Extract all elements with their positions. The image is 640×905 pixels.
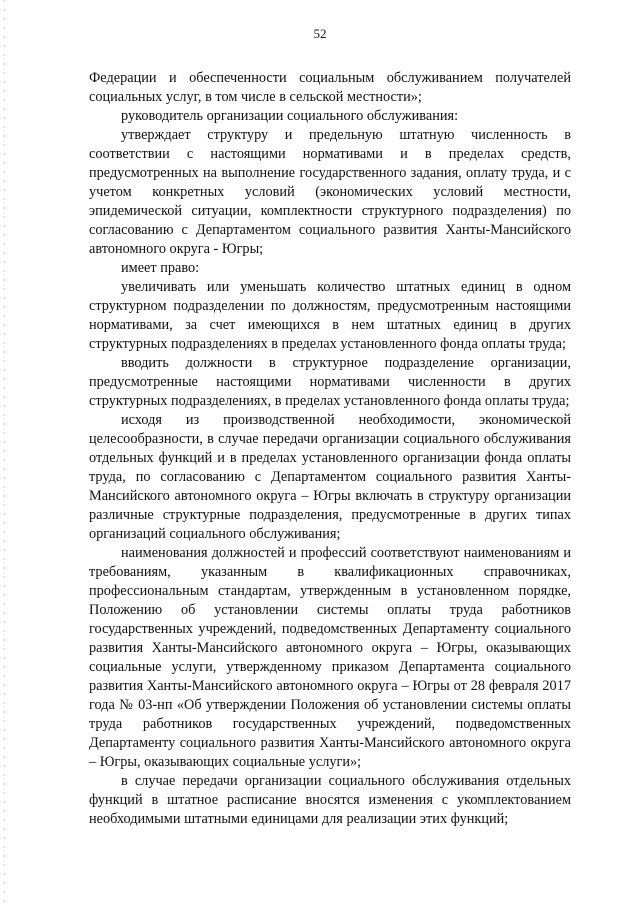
scan-edge-mark	[4, 0, 5, 905]
paragraph-4: имеет право:	[121, 260, 200, 276]
document-body	[89, 69, 571, 829]
paragraph-8: наименования должностей и профессий соответствуют наименованиям и требованиям, указанным в квалификационных справочниках, профессиональным стандартам, утвержденным в установленном порядке, Положению об установлении системы оплаты труда работников государственных учреждений, подведомственных Департаменту социального развития Ханты-Мансийского автономного округа – Югры, оказывающих социальные услуги, утвержденному приказом Департамента социального развития Ханты-Мансийского автономного округа – Югры от 28 февраля 2017 года № 03-нп «Об утверждении Положения об установлении системы оплаты труда работников государственных учреждений, подведомственных Департаменту социального развития Ханты-Мансийского автономного округа – Югры, оказывающих социальные услуги»;	[89, 545, 571, 770]
paragraph-9: в случае передачи организации социального обслуживания отдельных функций в штатное расписание вносятся изменения с укомплектованием необходимыми штатными единицами для реализации этих функций;	[89, 773, 571, 827]
page-number: 52	[313, 26, 327, 41]
paragraph-3: утверждает структуру и предельную штатную численность в соответствии с настоящими нормативами и в пределах средств, предусмотренных на выполнение государственного задания, оплату труда, и с учетом конкретных условий (экономических условий местности, эпидемической ситуации, комплектности структурного подразделения) по согласованию с Департаментом социального развития Ханты-Мансийского автономного округа - Югры;	[89, 127, 571, 257]
paragraph-7: исходя из производственной необходимости, экономической целесообразности, в случае передачи организации социального обслуживания отдельных функций и в пределах установленного организации фонда оплаты труда, по согласованию с Департаментом социального развития Ханты-Мансийского автономного округа – Югры включать в структуру организации различные структурные подразделения, предусмотренные в других типах организаций социального обслуживания;	[89, 412, 571, 542]
paragraph-5: увеличивать или уменьшать количество штатных единиц в одном структурном подразделении по должностям, предусмотренным настоящими нормативами, за счет имеющихся в нем штатных единиц в других структурных подразделениях в пределах установленного фонда оплаты труда;	[89, 279, 571, 352]
paragraph-1: Федерации и обеспеченности социальным обслуживанием получателей социальных услуг, в том числе в сельской местности»;	[89, 70, 571, 105]
paragraph-6: вводить должности в структурное подразделение организации, предусмотренные настоящими нормативами численности в других структурных подразделениях, в пределах установленного фонда оплаты труда;	[89, 355, 571, 409]
paragraph-2: руководитель организации социального обслуживания:	[121, 108, 459, 124]
